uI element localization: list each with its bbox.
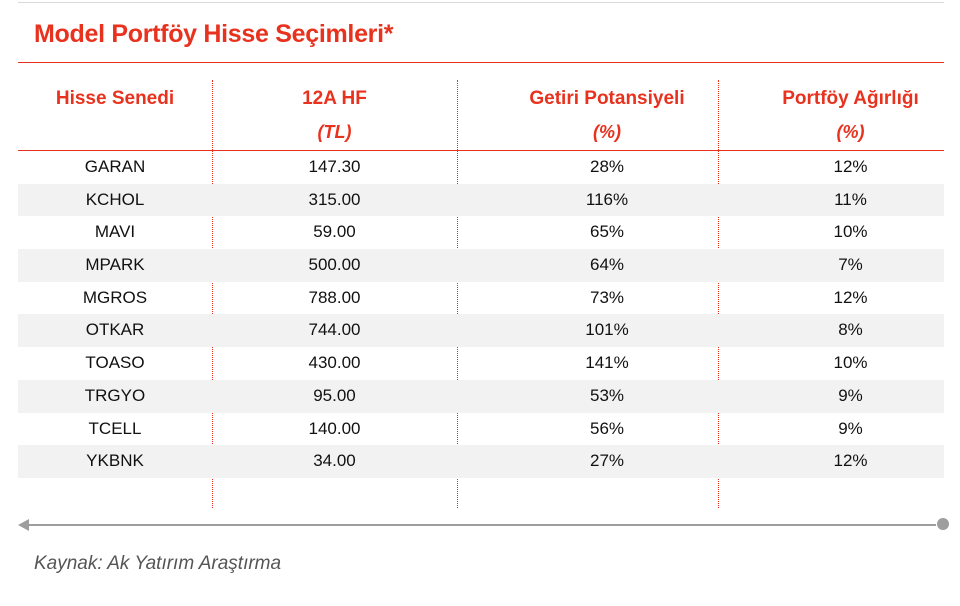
weight-cell: 12% xyxy=(833,157,868,176)
weight-cell: 10% xyxy=(833,353,868,373)
return-potential-cell: 53% xyxy=(589,385,625,405)
stock-cell: MAVI xyxy=(94,222,136,242)
stock-cell: GARAN xyxy=(84,157,146,176)
table-body xyxy=(18,151,944,478)
header-unit: (%) xyxy=(593,122,621,142)
weight-cell: 7% xyxy=(838,255,863,275)
header-return-potential xyxy=(457,88,757,143)
target-price-cell: 744.00 xyxy=(308,320,361,340)
table-header xyxy=(18,78,944,150)
weight-cell: 10% xyxy=(833,222,868,242)
stock-cell: OTKAR xyxy=(85,320,145,340)
header-label: 12A HF xyxy=(302,88,367,109)
header-label: Portföy Ağırlığı xyxy=(782,88,919,109)
stock-cell: TOASO xyxy=(85,353,145,373)
header-unit: (TL) xyxy=(317,122,352,142)
arrow-end-dot-icon xyxy=(937,518,949,530)
top-divider xyxy=(18,2,944,3)
target-price-cell: 315.00 xyxy=(308,189,361,209)
table-row xyxy=(18,347,944,380)
return-potential-cell: 101% xyxy=(585,320,629,340)
header-label: Getiri Potansiyeli xyxy=(529,88,685,109)
stock-cell: YKBNK xyxy=(86,451,144,471)
table-row xyxy=(18,184,944,217)
weight-cell: 11% xyxy=(834,189,867,209)
target-price-cell: 95.00 xyxy=(313,385,356,405)
stock-cell: KCHOL xyxy=(85,189,145,209)
arrow-line xyxy=(26,524,936,526)
target-price-cell: 59.00 xyxy=(313,222,356,242)
header-label: Hisse Senedi xyxy=(55,88,175,109)
header-portfolio-weight xyxy=(757,88,944,143)
return-potential-cell: 64% xyxy=(589,255,625,275)
weight-cell: 9% xyxy=(838,418,863,438)
header-target-price xyxy=(212,88,457,143)
table-row xyxy=(18,282,944,315)
return-potential-cell: 73% xyxy=(589,287,625,307)
target-price-cell: 140.00 xyxy=(308,418,361,438)
target-price-cell: 430.00 xyxy=(308,353,361,373)
table-row xyxy=(18,249,944,282)
return-potential-cell: 56% xyxy=(589,418,625,438)
weight-cell: 8% xyxy=(838,320,863,340)
return-potential-cell: 28% xyxy=(589,157,625,176)
page-title: Model Portföy Hisse Seçimleri* xyxy=(34,20,394,48)
table-row xyxy=(18,445,944,478)
stock-cell: TRGYO xyxy=(84,385,146,405)
title-divider xyxy=(18,62,944,63)
target-price-cell: 500.00 xyxy=(308,255,361,275)
table-row xyxy=(18,151,944,184)
return-potential-cell: 27% xyxy=(589,451,625,471)
weight-cell: 12% xyxy=(833,451,868,471)
target-price-cell: 788.00 xyxy=(308,287,361,307)
target-price-cell: 34.00 xyxy=(313,451,356,471)
stock-cell: MGROS xyxy=(82,287,148,307)
target-price-cell: 147.30 xyxy=(308,157,361,176)
table-row xyxy=(18,413,944,446)
return-potential-cell: 116% xyxy=(585,189,629,209)
weight-cell: 9% xyxy=(838,385,863,405)
header-stock xyxy=(18,88,212,110)
stock-cell: TCELL xyxy=(88,418,142,438)
return-potential-cell: 141% xyxy=(585,353,629,373)
stock-cell: MPARK xyxy=(85,255,145,275)
source-note: Kaynak: Ak Yatırım Araştırma xyxy=(34,553,282,574)
table-row xyxy=(18,314,944,347)
header-unit: (%) xyxy=(836,122,865,142)
return-potential-cell: 65% xyxy=(589,222,625,242)
weight-cell: 12% xyxy=(833,287,868,307)
table-row xyxy=(18,216,944,249)
table-row xyxy=(18,380,944,413)
